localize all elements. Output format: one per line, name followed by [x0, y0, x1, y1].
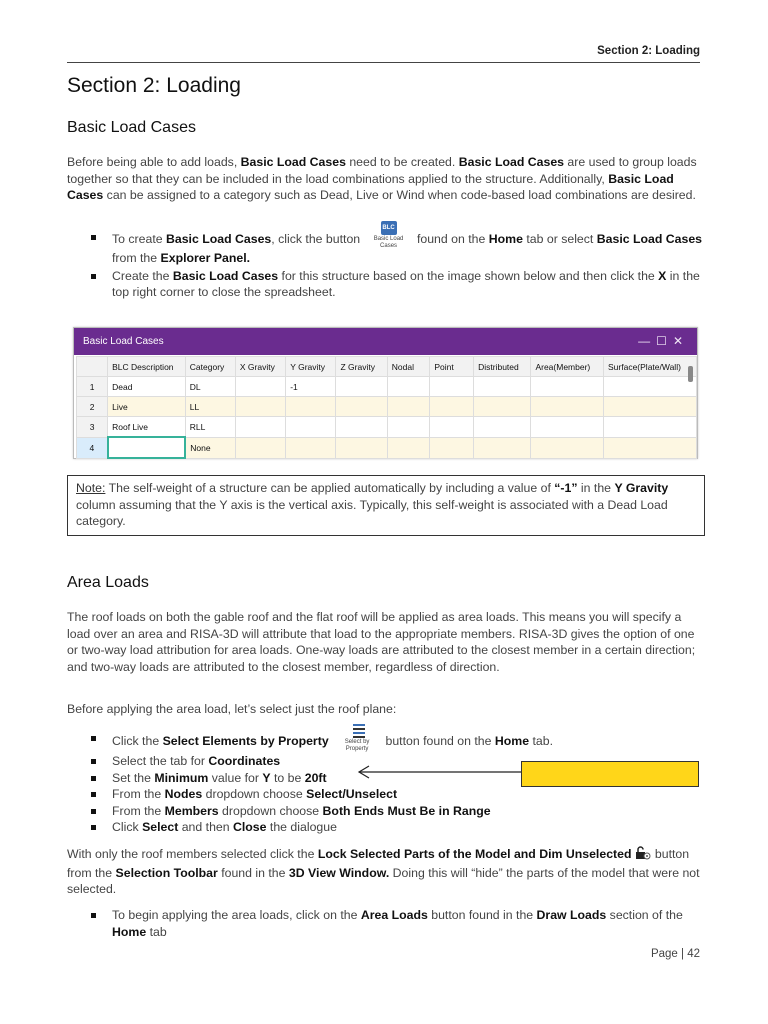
blc-steps-list	[67, 225, 707, 301]
table-cell[interactable]	[336, 397, 387, 417]
blc-badge: BLC	[381, 221, 397, 235]
table-cell[interactable]	[430, 377, 474, 397]
table-cell[interactable]	[336, 417, 387, 438]
table-cell[interactable]	[430, 437, 474, 458]
bold-term: Basic Load Cases	[458, 155, 564, 169]
bold-term: Members	[164, 803, 219, 818]
row-number: 1	[77, 377, 108, 397]
table-cell[interactable]	[604, 417, 697, 438]
list-item: To create Basic Load Cases, click the button BLC Basic Load Cases found on the Home tab or select Basic Load Cases from the Explorer Panel.	[67, 229, 707, 267]
blc-icon-caption: Basic Load Cases	[373, 236, 404, 249]
bold-term: Coordinates	[208, 754, 281, 768]
table-cell[interactable]	[286, 397, 336, 417]
blc-table	[76, 356, 697, 459]
row-number: 4	[77, 437, 108, 458]
spreadsheet-title-bar	[74, 328, 697, 355]
table-cell[interactable]	[286, 437, 336, 458]
bold-term: Basic Load Cases	[67, 171, 674, 202]
table-cell[interactable]: DL	[185, 377, 235, 397]
bold-term: Explorer Panel.	[160, 251, 251, 265]
column-header[interactable]: Surface(Plate/Wall)	[604, 357, 697, 377]
column-header[interactable]: X Gravity	[235, 357, 285, 377]
table-cell[interactable]: LL	[185, 397, 235, 417]
table-cell[interactable]	[387, 417, 430, 438]
column-header[interactable]: Point	[430, 357, 474, 377]
table-cell[interactable]	[286, 417, 336, 438]
bold-term: Select Elements by Property	[162, 733, 329, 748]
column-header[interactable]: BLC Description	[108, 357, 186, 377]
table-cell[interactable]	[474, 417, 531, 438]
bold-term: Area Loads	[360, 908, 428, 922]
bold-term: X	[658, 268, 667, 283]
lock-selected-icon[interactable]	[635, 846, 651, 865]
bold-term: Minimum	[154, 770, 209, 785]
bold-term: Y	[262, 770, 271, 785]
column-header[interactable]: Z Gravity	[336, 357, 387, 377]
basic-load-cases-icon[interactable]	[370, 221, 408, 250]
table-cell[interactable]: Roof Live	[108, 417, 186, 438]
table-cell[interactable]: -1	[286, 377, 336, 397]
column-header[interactable]: Nodal	[387, 357, 430, 377]
bold-term: 20ft	[304, 770, 327, 785]
bold-term: Home	[494, 733, 530, 748]
column-header[interactable]: Distributed	[474, 357, 531, 377]
table-cell[interactable]: Dead	[108, 377, 186, 397]
bold-term: Draw Loads	[536, 908, 607, 922]
list-item: Select the tab for Coordinates	[67, 753, 707, 770]
list-item: Set the Minimum value for Y to be 20ft	[67, 770, 707, 787]
bold-term: Selection Toolbar	[115, 865, 218, 880]
basic-load-cases-spreadsheet[interactable]	[73, 327, 698, 459]
table-cell[interactable]	[430, 397, 474, 417]
bold-term: Home	[488, 231, 523, 246]
bold-term: Basic Load Cases	[596, 231, 703, 246]
running-header: Section 2: Loading	[597, 45, 700, 57]
column-header[interactable]	[77, 357, 108, 377]
table-cell[interactable]: RLL	[185, 417, 235, 438]
bold-term: Y Gravity	[614, 481, 669, 495]
table-cell[interactable]	[108, 437, 186, 458]
list-item: Click the Select Elements by Property Select by Property button found on the Home tab.	[67, 730, 707, 753]
list-item: Click Select and then Close the dialogue	[67, 819, 707, 836]
bold-term: Basic Load Cases	[172, 268, 279, 283]
table-cell[interactable]	[531, 417, 604, 438]
bold-term: 3D View Window.	[288, 865, 390, 880]
row-number: 2	[77, 397, 108, 417]
table-cell[interactable]	[235, 377, 285, 397]
list-item: To begin applying the area loads, click on the Area Loads button found in the Draw Loads section of the Home tab	[67, 907, 707, 940]
bold-term: Basic Load Cases	[166, 231, 272, 246]
bold-term: “-1”	[554, 481, 578, 495]
table-cell[interactable]	[336, 377, 387, 397]
spreadsheet-title: Basic Load Cases	[83, 336, 164, 347]
column-header[interactable]: Area(Member)	[531, 357, 604, 377]
select-icon-caption: Select by Property	[344, 739, 370, 752]
header-rule	[67, 62, 700, 63]
bold-term: Both Ends Must Be in Range	[322, 803, 491, 818]
table-cell[interactable]	[336, 437, 387, 458]
area-loads-paragraph: The roof loads on both the gable roof and the flat roof will be applied as area loads. This means you will specify a load over an area and RISA-3D will attribute that load to the appropriate members. RISA-3D gives the option of one or two-way load attribution for area loads. One-way loads are attributed to the closest member in a certain direction; and two-way loads are attributed to the closest member, regardless of direction.	[67, 610, 696, 674]
table-cell[interactable]	[604, 437, 697, 458]
bold-term: Close	[233, 820, 267, 834]
table-cell[interactable]	[474, 377, 531, 397]
table-cell[interactable]	[430, 417, 474, 438]
table-cell[interactable]	[604, 397, 697, 417]
table-cell[interactable]	[235, 417, 285, 438]
page-number: Page | 42	[650, 948, 700, 960]
bold-term: Select/Unselect	[306, 787, 398, 801]
page-title: Section 2: Loading	[67, 74, 241, 97]
bold-term: Nodes	[164, 787, 203, 801]
heading-area-loads: Area Loads	[67, 574, 149, 591]
scrollbar-thumb[interactable]	[688, 366, 693, 382]
column-header[interactable]: Y Gravity	[286, 357, 336, 377]
blc-intro-paragraph: Before being able to add loads, Basic Load Cases need to be created. Basic Load Cases are used to group loads together so that they can be included in the load combinations applied to the structure. Additionally, Basic Load Cases can be assigned to a category such as Dead, Live or Wind when code-based load combinations are desired.	[67, 155, 697, 202]
table-row	[77, 397, 697, 417]
table-row	[77, 417, 697, 438]
note-label: Note:	[76, 481, 106, 495]
select-by-property-icon[interactable]	[338, 722, 376, 753]
table-cell[interactable]	[387, 397, 430, 417]
table-cell[interactable]	[604, 377, 697, 397]
minimize-icon[interactable]: —	[638, 334, 657, 348]
self-weight-note: Note: The self-weight of a structure can be applied automatically by including a value of “-1” in the Y Gravity column assuming that the Y axis is the vertical axis. Typically, this self-weight is associated with a Dead Load category.	[67, 475, 705, 536]
table-cell[interactable]	[531, 437, 604, 458]
bold-term: Lock Selected Parts of the Model and Dim Unselected	[317, 847, 632, 861]
area-loads-steps-list	[67, 907, 707, 940]
table-cell[interactable]	[531, 377, 604, 397]
list-item: Create the Basic Load Cases for this structure based on the image shown below and then click the X in the top right corner to close the spreadsheet.	[67, 268, 707, 301]
table-cell[interactable]	[474, 397, 531, 417]
bold-term: Basic Load Cases	[240, 155, 346, 169]
table-cell[interactable]	[235, 437, 285, 458]
close-icon[interactable]: ✕	[672, 334, 689, 348]
heading-basic-load-cases: Basic Load Cases	[67, 119, 196, 136]
callout-highlight-box	[521, 761, 699, 787]
table-cell[interactable]	[531, 397, 604, 417]
row-number: 3	[77, 417, 108, 438]
select-roof-paragraph: Before applying the area load, let’s select just the roof plane:	[67, 702, 397, 716]
table-cell[interactable]	[387, 377, 430, 397]
table-cell[interactable]	[235, 397, 285, 417]
column-header[interactable]: Category	[185, 357, 235, 377]
table-row	[77, 377, 697, 397]
table-cell[interactable]	[474, 437, 531, 458]
table-cell[interactable]: None	[185, 437, 235, 458]
vertical-scrollbar[interactable]	[686, 358, 695, 454]
list-item: From the Nodes dropdown choose Select/Unselect	[67, 786, 707, 803]
bold-term: Home	[112, 924, 147, 939]
list-item: From the Members dropdown choose Both Ends Must Be in Range	[67, 803, 707, 820]
bold-term: Select	[142, 820, 179, 834]
callout-arrow	[355, 764, 525, 782]
table-cell[interactable]	[387, 437, 430, 458]
lock-selection-paragraph: With only the roof members selected click the Lock Selected Parts of the Model and Dim Unselected button from the Selection Toolbar found in the 3D View Window. Doing this will “hide” the parts of the model that were not selected.	[67, 847, 700, 896]
table-row	[77, 437, 697, 458]
maximize-icon[interactable]: ☐	[656, 334, 673, 348]
table-cell[interactable]: Live	[108, 397, 186, 417]
